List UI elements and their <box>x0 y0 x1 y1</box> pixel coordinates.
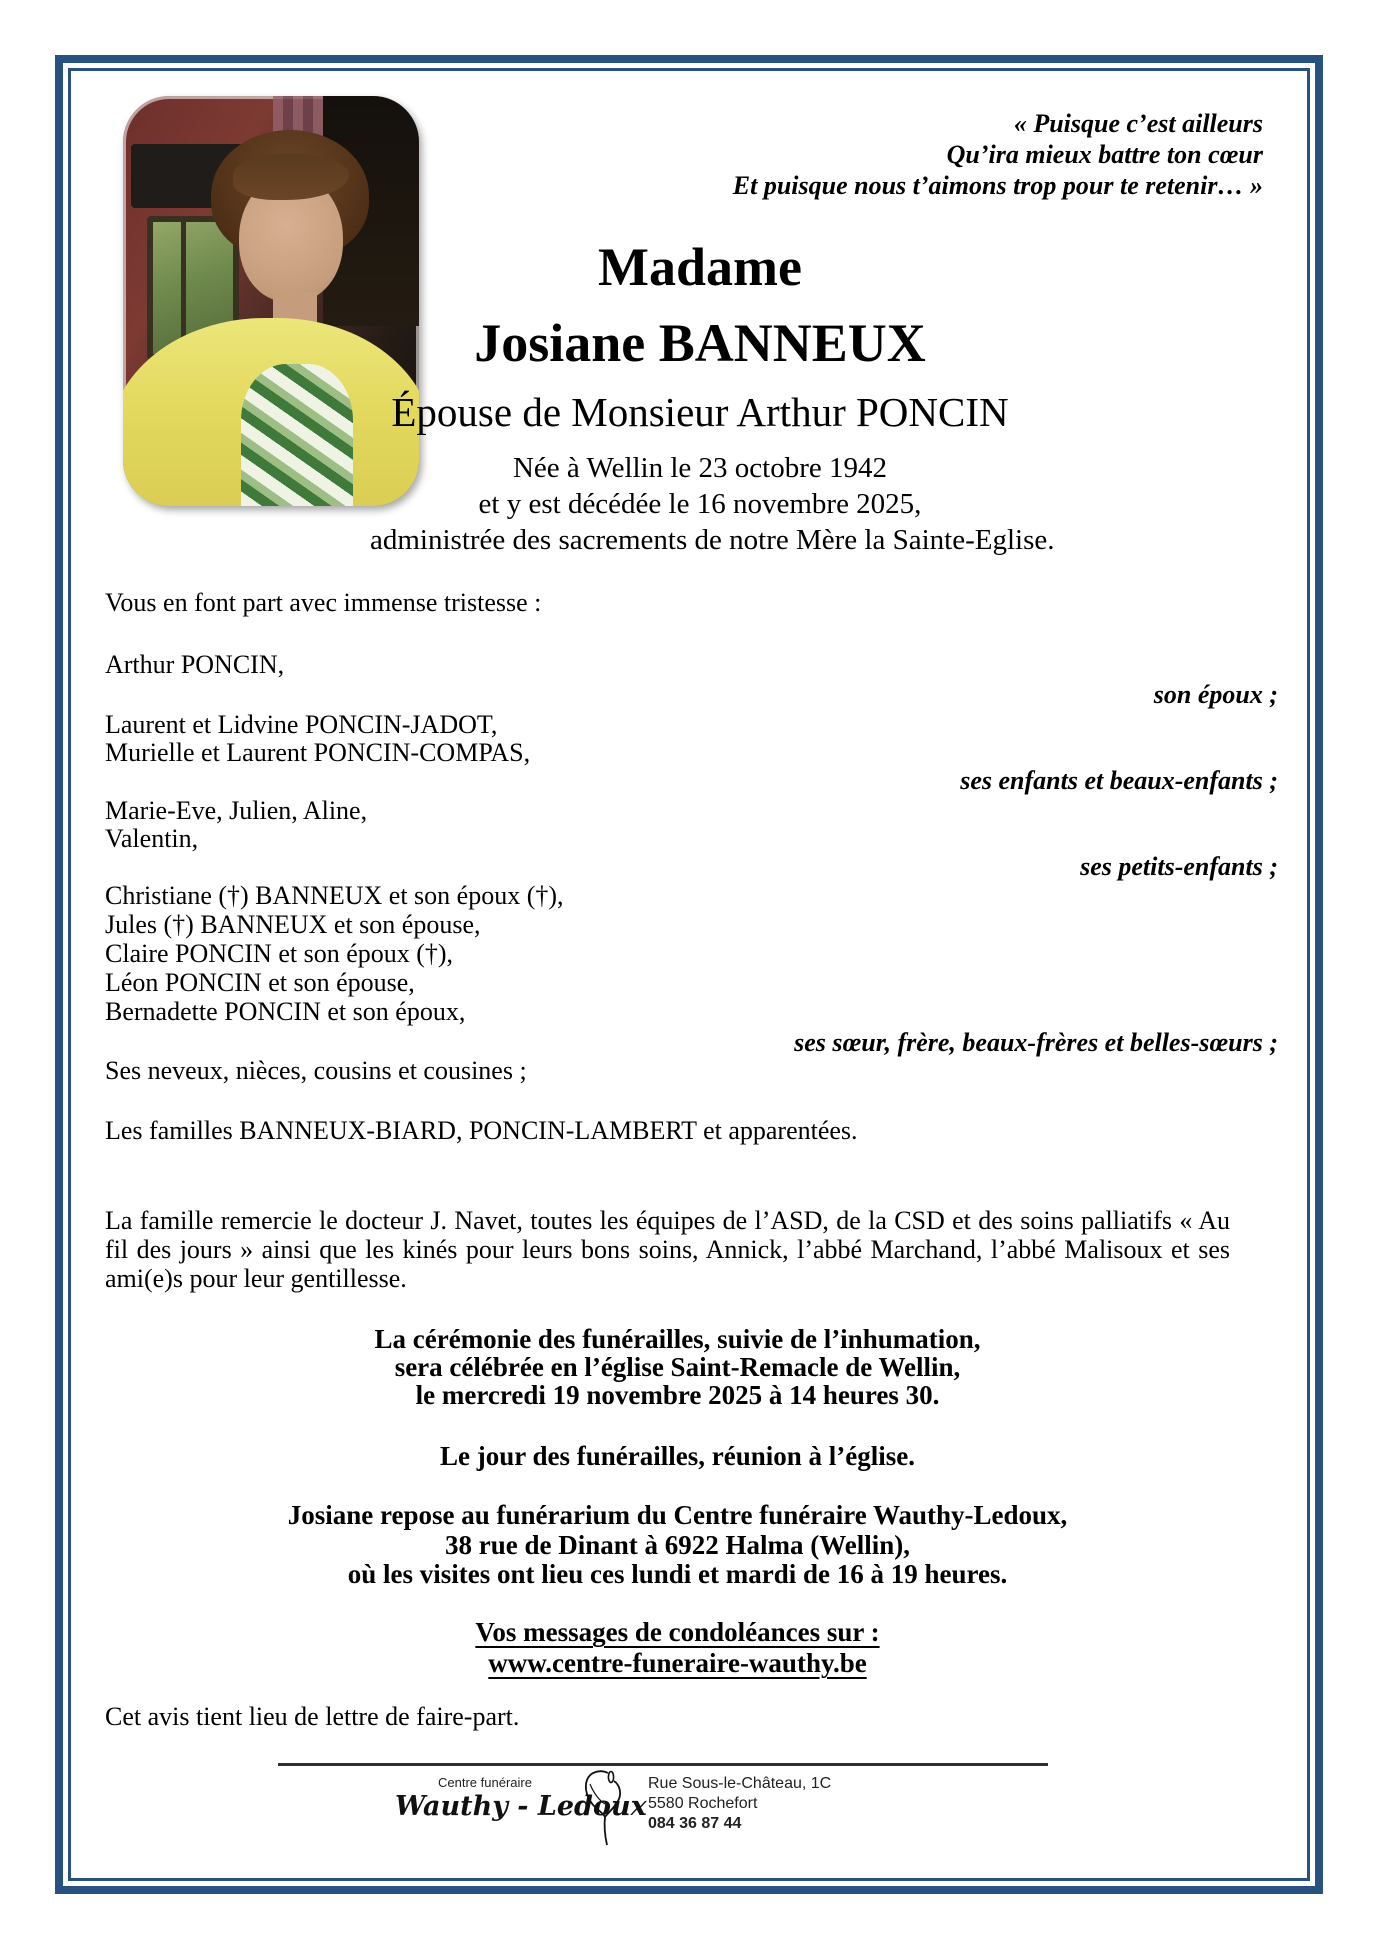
title-deceased-name: Josiane BANNEUX <box>474 313 926 373</box>
photo-window-bar <box>181 216 186 348</box>
spouse-line: Arthur PONCIN, <box>105 650 285 679</box>
ceremony-line-1: La cérémonie des funérailles, suivie de l’inhumation, <box>374 1324 981 1354</box>
title-spouse-of: Épouse de Monsieur Arthur PONCIN <box>391 389 1009 435</box>
address-street: Rue Sous-le-Château, 1C <box>648 1775 832 1792</box>
quote-line-2: Qu’ira mieux battre ton cœur <box>946 140 1263 169</box>
families-line: Les familles BANNEUX-BIARD, PONCIN-LAMBERT et apparentées. <box>105 1116 858 1145</box>
photo-patterned-top <box>241 364 353 506</box>
ceremony-line-3: le mercredi 19 novembre 2025 à 14 heures 30. <box>415 1380 940 1410</box>
sibling-line: Léon PONCIN et son épouse, <box>105 968 415 997</box>
repose-line-3: où les visites ont lieu ces lundi et mardi de 16 à 19 heures. <box>347 1559 1008 1589</box>
ceremony-line-2: sera célébrée en l’église Saint-Remacle de Wellin, <box>394 1352 961 1382</box>
portrait-photo <box>123 96 419 506</box>
sibling-line: Christiane (†) BANNEUX et son époux (†), <box>105 881 564 910</box>
birth-line: Née à Wellin le 23 octobre 1942 <box>512 452 887 484</box>
siblings-role-line: ses sœur, frère, beaux-frères et belles-sœurs ; <box>794 1028 1278 1057</box>
children-role-line: ses enfants et beaux-enfants ; <box>960 766 1278 795</box>
child-line: Murielle et Laurent PONCIN-COMPAS, <box>105 738 531 767</box>
intro-line: Vous en font part avec immense tristesse : <box>105 588 542 617</box>
footer-divider <box>278 1763 1048 1766</box>
condolences-url[interactable]: www.centre-funeraire-wauthy.be <box>488 1648 867 1678</box>
repose-line-1: Josiane repose au funérarium du Centre funéraire Wauthy-Ledoux, <box>287 1500 1068 1530</box>
relatives-line: Ses neveux, nièces, cousins et cousines ; <box>105 1056 527 1085</box>
title-madame: Madame <box>598 237 802 297</box>
closing-line: Cet avis tient lieu de lettre de faire-part. <box>105 1702 520 1731</box>
sibling-line: Jules (†) BANNEUX et son épouse, <box>105 910 481 939</box>
address-city: 5580 Rochefort <box>648 1795 758 1812</box>
funeral-home-type: Centre funéraire <box>438 1775 532 1790</box>
quote-line-1: « Puisque c’est ailleurs <box>1013 109 1263 138</box>
funeral-home-address <box>648 1774 831 1834</box>
quote-line-3: Et puisque nous t’aimons trop pour te retenir… » <box>732 171 1263 200</box>
funeral-home-brand <box>395 1775 647 1822</box>
sibling-line: Claire PONCIN et son époux (†), <box>105 939 454 968</box>
grandchild-line: Marie-Eve, Julien, Aline, <box>105 796 368 825</box>
meeting-line: Le jour des funérailles, réunion à l’église. <box>440 1441 915 1471</box>
repose-line-2: 38 rue de Dinant à 6922 Halma (Wellin), <box>445 1530 910 1560</box>
sacraments-line: administrée des sacrements de notre Mère la Sainte-Eglise. <box>370 524 1055 556</box>
spouse-role-line: son époux ; <box>1153 680 1278 709</box>
grandchildren-role-line: ses petits-enfants ; <box>1080 852 1278 881</box>
address-phone: 084 36 87 44 <box>648 1815 742 1832</box>
funeral-home-name: Wauthy - Ledoux <box>395 1791 647 1822</box>
death-line: et y est décédée le 16 novembre 2025, <box>478 488 922 520</box>
sibling-line: Bernadette PONCIN et son époux, <box>105 997 466 1026</box>
child-line: Laurent et Lidvine PONCIN-JADOT, <box>105 710 498 739</box>
grandchild-line: Valentin, <box>105 824 199 853</box>
calla-lily-icon <box>578 1768 632 1851</box>
thanks-paragraph: La famille remercie le docteur J. Navet, toutes les équipes de l’ASD, de la CSD et des soins palliatifs « Au fil des jours » ainsi que les kinés pour leurs bons soins, Annick, l’abbé Marchand, l’abbé Malisoux et ses ami(e)s pour leur gentillesse. <box>105 1206 1230 1293</box>
condolences-label: Vos messages de condoléances sur : <box>475 1617 880 1647</box>
